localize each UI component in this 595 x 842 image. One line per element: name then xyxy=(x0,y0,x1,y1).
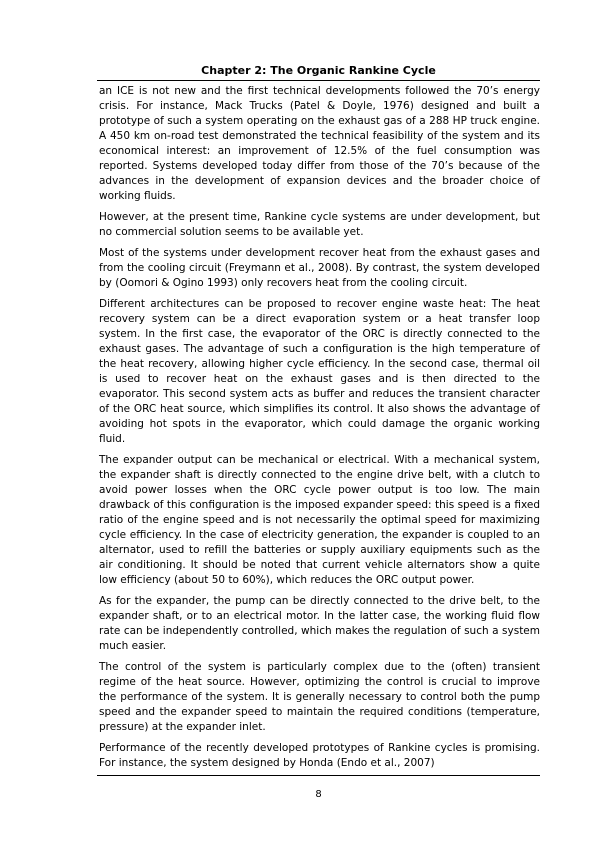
paragraph: The expander output can be mechanical or electrical. With a mechanical system, the expander shaft is directly connected to the engine drive belt, with a clutch to avoid power losses when the ORC cycle power output is too low. The main drawback of this configuration is the imposed expander speed: this speed is a fixed ratio of the engine speed and is not necessarily the optimal speed for maximizing cycle efficiency. In the case of electricity generation, the expander is coupled to an alternator, used to refill the batteries or supply auxiliary equipments such as the air conditioning. It should be noted that current vehicle alternators show a quite low efficiency (about 50 to 60%), which reduces the ORC output power. xyxy=(99,454,540,586)
page-number: 8 xyxy=(315,789,322,800)
running-header: Chapter 2: The Organic Rankine Cycle xyxy=(201,64,436,77)
paragraph: Most of the systems under development recover heat from the exhaust gases and from the cooling circuit (Freymann et al., 2008). By contrast, the system developed by (Oomori & Ogino 1993) only recovers heat from the cooling circuit. xyxy=(99,247,540,289)
paragraph: an ICE is not new and the first technical developments followed the 70’s energy crisis. For instance, Mack Trucks (Patel & Doyle, 1976) designed and built a prototype of such a system operating on the exhaust gas of a 288 HP truck engine. A 450 km on-road test demonstrated the technical feasibility of the system and its economical interest: an improvement of 12.5% of the fuel consumption was reported. Systems developed today differ from those of the 70’s because of the advances in the development of expansion devices and the broader choice of working fluids. xyxy=(99,85,540,202)
footer-rule xyxy=(97,775,540,776)
paragraph: Different architectures can be proposed to recover engine waste heat: The heat recovery system can be a direct evaporation system or a heat transfer loop system. In the first case, the evaporator of the ORC is directly connected to the exhaust gases. The advantage of such a configuration is the high temperature of the heat recovery, allowing higher cycle efficiency. In the second case, thermal oil is used to recover heat on the exhaust gases and is then directed to the evaporator. This second system acts as buffer and reduces the transient character of the ORC heat source, which simplifies its control. It also shows the advantage of avoiding hot spots in the evaporator, which could damage the organic working fluid. xyxy=(99,298,540,445)
paragraph: Performance of the recently developed prototypes of Rankine cycles is promising. For instance, the system designed by Honda (Endo et al., 2007) xyxy=(99,742,540,769)
body-text xyxy=(99,84,540,777)
paragraph: The control of the system is particularly complex due to the (often) transient regime of the heat source. However, optimizing the control is crucial to improve the performance of the system. It is generally necessary to control both the pump speed and the expander speed to maintain the required conditions (temperature, pressure) at the expander inlet. xyxy=(99,661,540,733)
paragraph: However, at the present time, Rankine cycle systems are under development, but no commercial solution seems to be available yet. xyxy=(99,211,540,238)
header-rule xyxy=(97,80,540,81)
paragraph: As for the expander, the pump can be directly connected to the drive belt, to the expander shaft, or to an electrical motor. In the latter case, the working fluid flow rate can be independently controlled, which makes the regulation of such a system much easier. xyxy=(99,595,540,652)
